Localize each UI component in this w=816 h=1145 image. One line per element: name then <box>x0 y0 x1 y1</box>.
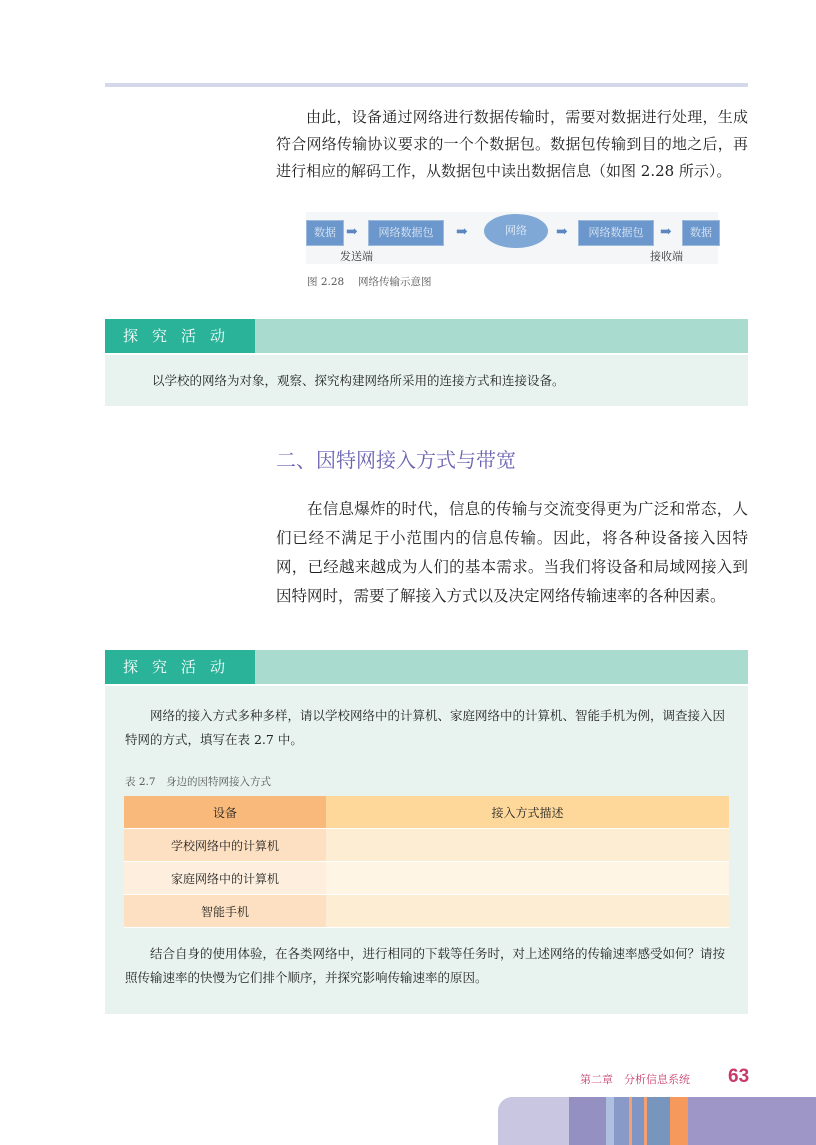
chapter-label: 第二章 分析信息系统 <box>580 1073 690 1086</box>
table-header: 设备 <box>124 796 326 829</box>
arrow-icon: ➡ <box>556 224 568 240</box>
activity-body <box>105 684 748 1014</box>
section-title: 二、因特网接入方式与带宽 <box>276 448 516 472</box>
receiver-label: 接收端 <box>650 250 683 263</box>
table-cell: 智能手机 <box>124 895 326 928</box>
activity-text: 以学校的网络为对象，观察、探究构建网络所采用的连接方式和连接设备。 <box>152 373 565 388</box>
activity-tag: 探究活动 <box>105 650 255 684</box>
activity-header <box>105 319 748 353</box>
page-number: 63 <box>728 1066 750 1087</box>
closing-text: 结合自身的使用体验，在各类网络中，进行相同的下载等任务时，对上述网络的传输速率感受如何？请按照传输速率的快慢为它们排个顺序，并探究影响传输速率的原因。 <box>125 946 726 985</box>
table-row <box>124 829 729 862</box>
arrow-icon: ➡ <box>346 224 358 240</box>
network-transmission-figure <box>306 212 718 264</box>
table-caption: 表 2.7 身边的因特网接入方式 <box>125 776 272 788</box>
table-cell: 家庭网络中的计算机 <box>124 862 326 895</box>
activity-text: 网络的接入方式多种多样，请以学校网络中的计算机、家庭网络中的计算机、智能手机为例，调查接入因特网的方式，填写在表 2.7 中。 <box>125 708 726 747</box>
table-cell: 学校网络中的计算机 <box>124 829 326 862</box>
fig-box-packet: 网络数据包 <box>578 220 654 246</box>
section-paragraph: 在信息爆炸的时代，信息的传输与交流变得更为广泛和常态，人们已经不满足于小范围内的信息传输。因此，将各种设备接入因特网，已经越来越成为人们的基本需求。当我们将设备和局域网接入到因特网时，需要了解接入方式以及决定网络传输速率的各种因素。 <box>276 500 748 605</box>
table-row <box>124 895 729 928</box>
arrow-icon: ➡ <box>456 224 468 240</box>
activity-body <box>105 353 748 406</box>
intro-paragraph: 由此，设备通过网络进行数据传输时，需要对数据进行处理，生成符合网络传输协议要求的一个个数据包。数据包传输到目的地之后，再进行相应的解码工作，从数据包中读出数据信息（如图 2.28 所示）。 <box>276 108 748 180</box>
table-header: 接入方式描述 <box>326 796 729 829</box>
table-cell[interactable] <box>326 862 729 895</box>
table-cell[interactable] <box>326 895 729 928</box>
table-cell[interactable] <box>326 829 729 862</box>
header-rule <box>105 83 748 87</box>
sender-label: 发送端 <box>340 250 373 263</box>
activity-header <box>105 650 748 684</box>
access-method-table <box>124 796 729 928</box>
arrow-icon: ➡ <box>660 224 672 240</box>
figure-caption: 图 2.28 网络传输示意图 <box>307 276 432 288</box>
activity-tag: 探究活动 <box>105 319 255 353</box>
fig-box-data: 数据 <box>682 220 720 246</box>
fig-box-data: 数据 <box>306 220 344 246</box>
network-cloud-icon: 网络 <box>484 214 548 248</box>
fig-box-packet: 网络数据包 <box>368 220 444 246</box>
table-row <box>124 862 729 895</box>
